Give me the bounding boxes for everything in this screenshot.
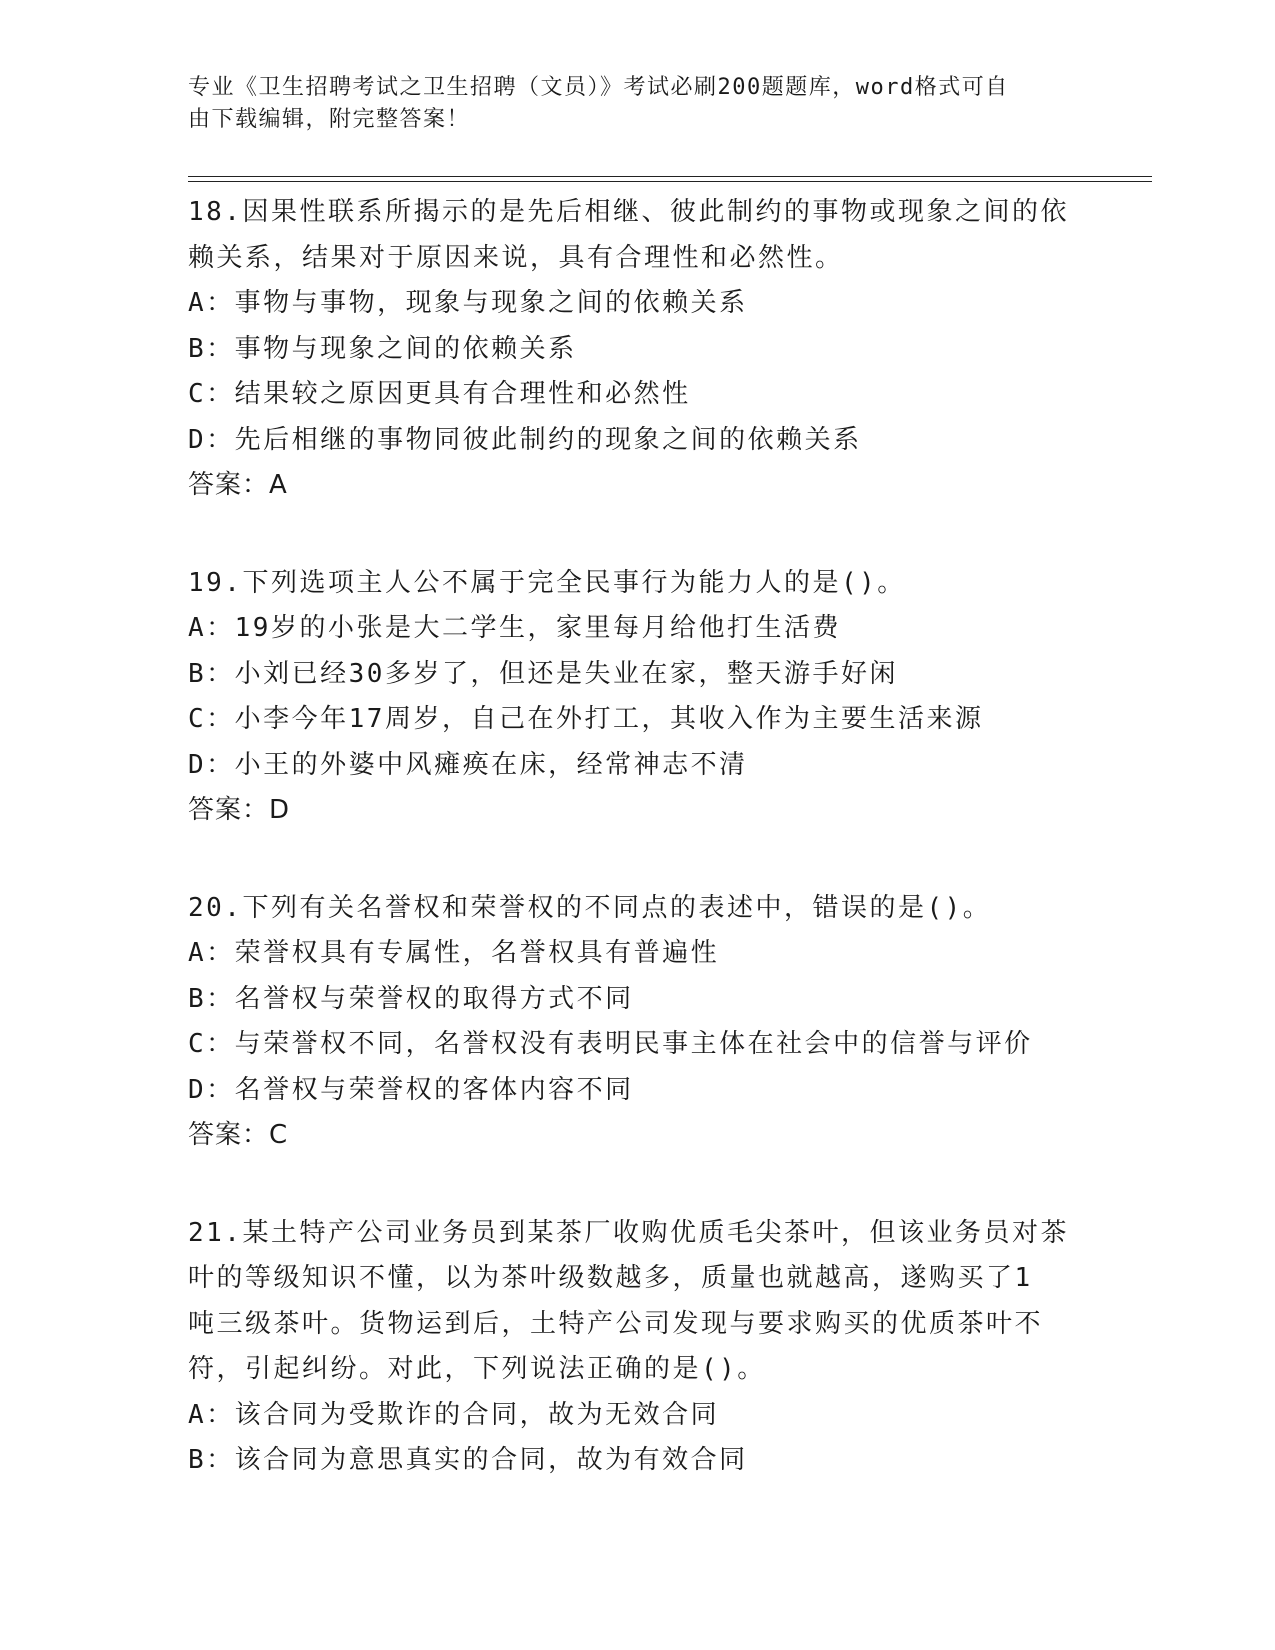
question-19: [188, 561, 1088, 834]
option-b: B：名誉权与荣誉权的取得方式不同: [188, 983, 634, 1014]
question-stem-line: 赖关系，结果对于原因来说，具有合理性和必然性。: [188, 242, 844, 273]
header-divider-bottom: [188, 181, 1152, 182]
header-divider-top: [188, 176, 1152, 177]
answer-label: 答案：A: [188, 470, 288, 500]
option-b: B：小刘已经30多岁了，但还是失业在家，整天游手好闲: [188, 658, 898, 689]
option-a: A：荣誉权具有专属性，名誉权具有普遍性: [188, 938, 720, 968]
header-line-2: 由下载编辑，附完整答案！: [188, 107, 471, 132]
answer-label: 答案：C: [188, 1120, 289, 1150]
option-a: A：19岁的小张是大二学生，家里每月给他打生活费: [188, 613, 841, 643]
question-stem-line: 吨三级茶叶。货物运到后，土特产公司发现与要求购买的优质茶叶不: [188, 1308, 1044, 1339]
question-stem-line: 符，引起纠纷。对此，下列说法正确的是()。: [188, 1354, 766, 1384]
option-d: D：小王的外婆中风瘫痪在床，经常神志不清: [188, 749, 748, 780]
option-c: C：小李今年17周岁，自己在外打工，其收入作为主要生活来源: [188, 704, 984, 734]
question-spacer: [188, 1159, 1088, 1211]
question-stem-line: 叶的等级知识不懂，以为茶叶级数越多，质量也就越高，遂购买了1: [188, 1263, 1033, 1293]
option-a: A：事物与事物，现象与现象之间的依赖关系: [188, 288, 748, 318]
answer-label: 答案：D: [188, 795, 291, 825]
question-21: [188, 1211, 1088, 1484]
option-d: D：先后相继的事物同彼此制约的现象之间的依赖关系: [188, 424, 862, 455]
question-stem-line: 21.某土特产公司业务员到某茶厂收购优质毛尖茶叶，但该业务员对茶: [188, 1217, 1069, 1248]
question-20: [188, 886, 1088, 1159]
question-stem-line: 18.因果性联系所揭示的是先后相继、彼此制约的事物或现象之间的依: [188, 197, 1069, 227]
document-header: [188, 72, 1068, 136]
question-18: [188, 190, 1088, 509]
question-spacer: [188, 834, 1088, 886]
option-c: C：与荣誉权不同，名誉权没有表明民事主体在社会中的信誉与评价: [188, 1029, 1033, 1059]
option-b: B：该合同为意思真实的合同，故为有效合同: [188, 1445, 748, 1475]
question-stem-line: 20.下列有关名誉权和荣誉权的不同点的表述中，错误的是()。: [188, 892, 992, 923]
option-c: C：结果较之原因更具有合理性和必然性: [188, 379, 691, 409]
question-spacer: [188, 509, 1088, 561]
option-b: B：事物与现象之间的依赖关系: [188, 333, 577, 364]
header-line-1: 专业《卫生招聘考试之卫生招聘（文员）》考试必刷200题题库，word格式可自: [188, 75, 1009, 100]
option-d: D：名誉权与荣誉权的客体内容不同: [188, 1074, 634, 1105]
question-list: [188, 190, 1088, 1484]
option-a: A：该合同为受欺诈的合同，故为无效合同: [188, 1399, 720, 1430]
question-stem-line: 19.下列选项主人公不属于完全民事行为能力人的是()。: [188, 567, 906, 598]
